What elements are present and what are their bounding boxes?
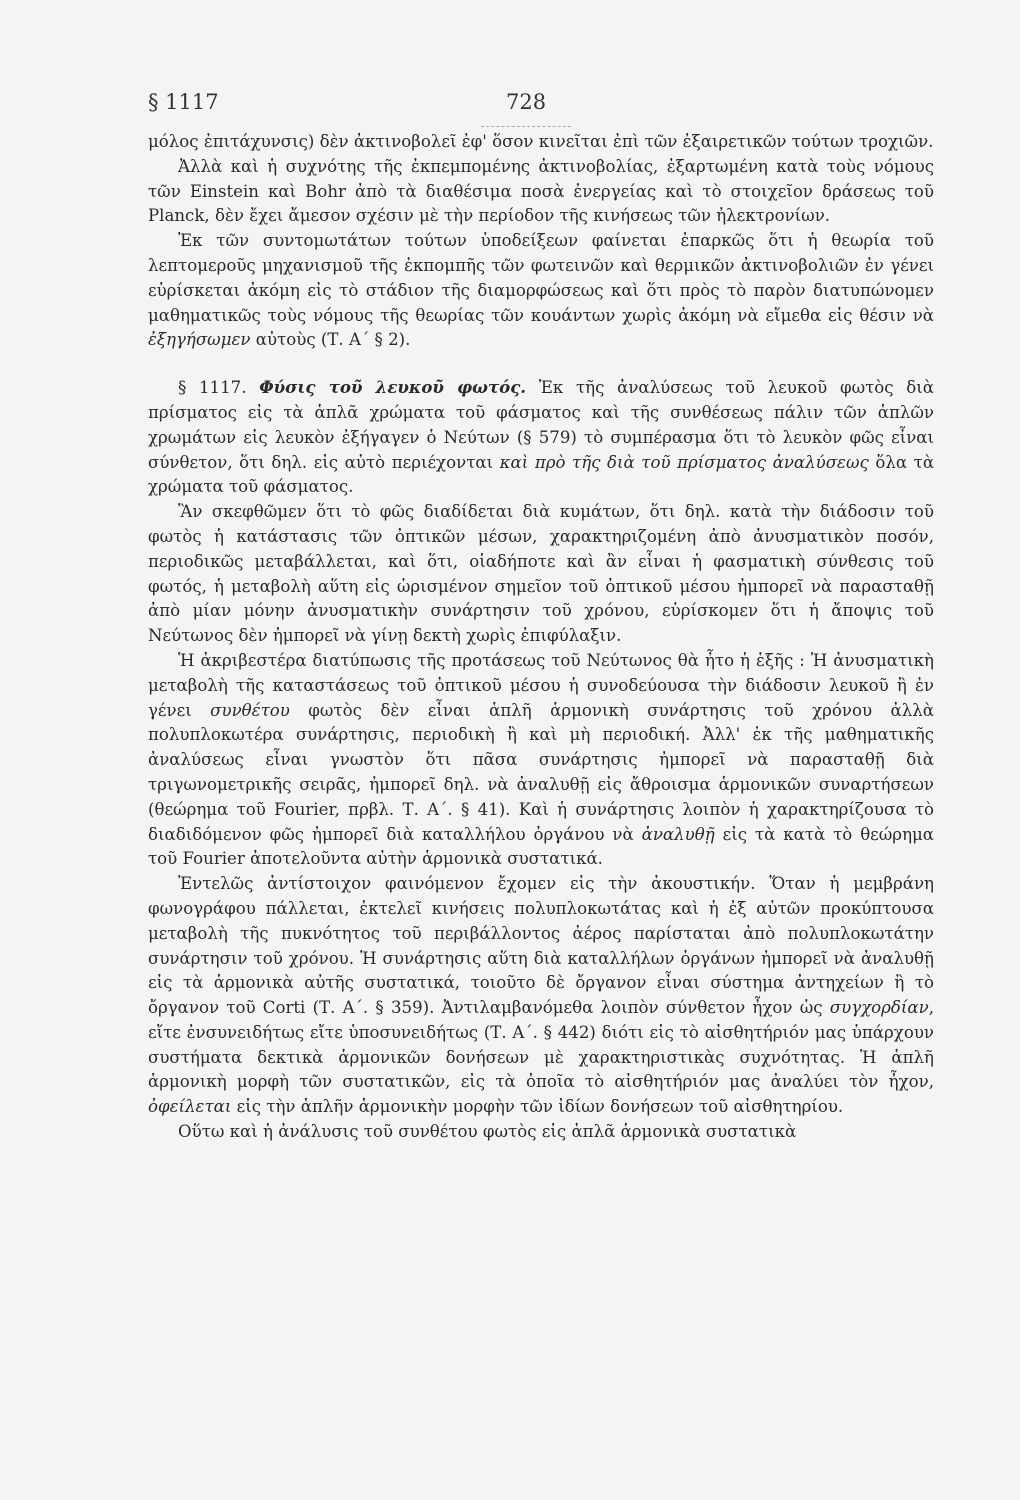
- paragraph-4-text-a: Ἐκ τῆς ἀναλύσεως τοῦ λευκοῦ φωτὸς διὰ πρίσματος εἰς τὰ ἁπλᾶ χρώματα τοῦ φάσματος καὶ τῆς συνθέσεως πάλιν τῶν ἁπλῶν χρωμάτων εἰς λευκὸν ἐξήγαγεν ὁ Νεύτων (§ 579) τὸ συμπέρασμα ὅτι τὸ λευκὸν φῶς εἶναι σύνθετον, ὅτι δηλ. εἰς αὐτὸ περιέχονται: [148, 378, 934, 472]
- paragraph-3-text-b: αὐτοὺς (Τ. Α΄ § 2).: [255, 330, 411, 350]
- paragraph-7-text-a: Ἐντελῶς ἀντίστοιχον φαινόμενον ἔχομεν εἰς τὴν ἀκουστικήν. Ὅταν ἡ μεμβράνη φωνογράφου πάλλεται, ἐκτελεῖ κινήσεις πολυπλοκωτάτας καὶ ἡ ἐξ αὐτῶν προκύπτουσα μεταβολὴ τῆς πυκνότητος τοῦ περιβάλλοντος ἀέρος παρίσταται ἀπὸ πολυπλοκωτάτην συνάρτησιν τοῦ χρόνου. Ἡ συνάρτησις αὕτη διὰ καταλλήλων ὀργάνων ἠμπορεῖ νὰ ἀναλυθῇ εἰς τὰ ἁρμονικὰ αὐτῆς συστατικά, τοιοῦτο δὲ ὄργανον εἶναι σύστημα ἀντηχείων ἢ τὸ ὄργανον τοῦ Corti (Τ. Α΄. § 359). Ἀντιλαμβανόμεθα λοιπὸν σύνθετον ἦχον ὡς: [148, 874, 934, 1018]
- paragraph-8: Οὕτω καὶ ἡ ἀνάλυσις τοῦ συνθέτου φωτὸς εἰς ἁπλᾶ ἁρμονικὰ συστατικὰ: [178, 1122, 797, 1142]
- paragraph-7-italic-1: συγχορδίαν: [829, 998, 929, 1018]
- paragraph-6-italic-1: συνθέτου: [210, 700, 290, 720]
- section-title: Φύσις τοῦ λευκοῦ φωτός.: [259, 377, 527, 398]
- paragraph-1: μόλος ἐπιτάχυνσις) δὲν ἀκτινοβολεῖ ἐφ' ὅσον κινεῖται ἐπὶ τῶν ἐξαιρετικῶν τούτων τροχιῶν.: [148, 132, 934, 151]
- paragraph-3-text-a: Ἐκ τῶν συντομωτάτων τούτων ὑποδείξεων φαίνεται ἐπαρκῶς ὅτι ἡ θεωρία τοῦ λεπτομεροῦς μηχανισμοῦ τῆς ἐκπομπῆς τῶν φωτεινῶν καὶ θερμικῶν ἀκτινοβολιῶν ἐν γένει εὑρίσκεται ἀκόμη εἰς τὸ στάδιον τῆς διαμορφώσεως καὶ ὅτι πρὸς τὸ παρὸν διατυπώνομεν μαθηματικῶς τοὺς νόμους τῆς θεωρίας τῶν κουάντων χωρὶς ἀκόμη νὰ εἴμεθα εἰς θέσιν νὰ: [148, 231, 934, 325]
- header-section-mark: § 1117: [148, 90, 219, 114]
- paragraph-6: [148, 649, 934, 872]
- paragraph-7-text-c: εἰς τὴν ἁπλῆν ἁρμονικὴν μορφὴν τῶν ἰδίων δονήσεων τοῦ αἰσθητηρίου.: [236, 1097, 844, 1117]
- paragraph-4-italic: καὶ πρὸ τῆς διὰ τοῦ πρίσματος ἀναλύσεως: [499, 452, 869, 472]
- paragraph-7-text-b: , εἴτε ἐνσυνειδήτως εἴτε ὑποσυνειδήτως (Τ. Α΄. § 442) διότι εἰς τὸ αἰσθητήριόν μας ὑπάρχουν συστήματα δεκτικὰ ἁρμονικῶν δονήσεων μὲ χαρακτηριστικὰς συχνότητας. Ἡ ἁπλῆ ἁρμονικὴ μορφὴ τῶν συστατικῶν, εἰς τὰ ὁποῖα τὸ αἰσθητήριόν μας ἀναλύει τὸν ἦχον,: [148, 998, 934, 1092]
- page-number: 728: [506, 90, 547, 114]
- paragraph-7: [148, 872, 934, 1120]
- section-1117-paragraph: [148, 375, 934, 500]
- paragraph-6-italic-2: ἀναλυθῇ: [641, 824, 715, 844]
- paragraph-3-italic: ἐξηγήσωμεν: [148, 330, 251, 350]
- paragraph-2: Ἀλλὰ καὶ ἡ συχνότης τῆς ἐκπεμπομένης ἀκτινοβολίας, ἐξαρτωμένη κατὰ τοὺς νόμους τῶν Einstein καὶ Bohr ἀπὸ τὰ διαθέσιμα ποσὰ ἐνεργείας καὶ τὸ στοιχεῖον δράσεως τοῦ Planck, δὲν ἔχει ἄμεσον σχέσιν μὲ τὴν περίοδον τῆς κινήσεως τῶν ἠλεκτρονίων.: [148, 156, 934, 226]
- page-body: [148, 130, 934, 1145]
- paragraph-3: [148, 229, 934, 353]
- paragraph-6-text-b: φωτὸς δὲν εἶναι ἁπλῆ ἁρμονικὴ συνάρτησις τοῦ χρόνου ἀλλὰ πολυπλοκωτέρα συνάρτησις, περιοδικὴ ἢ καὶ μὴ περιοδική. Ἀλλ' ἐκ τῆς μαθηματικῆς ἀναλύσεως εἶναι γνωστὸν ὅτι πᾶσα συνάρτησις ἠμπορεῖ νὰ παρασταθῇ διὰ τριγωνομετρικῆς σειρᾶς, ἠμπορεῖ δηλ. νὰ ἀναλυθῇ εἰς ἄθροισμα ἁρμονικῶν συναρτήσεων (θεώρημα τοῦ Fourier, πρβλ. Τ. Α΄. § 41). Καὶ ἡ συνάρτησις λοιπὸν ἡ χαρακτηρίζουσα τὸ διαδιδόμενον φῶς ἠμπορεῖ διὰ καταλλήλου ὀργάνου νὰ: [148, 700, 934, 844]
- paragraph-4-text-b: ὅλα τὰ χρώματα τοῦ φάσματος.: [148, 452, 935, 497]
- paragraph-6-text-c: εἰς τὰ κατὰ τὸ θεώρημα τοῦ Fourier ἀποτελοῦντα αὐτὴν ἁρμονικὰ συστατικά.: [148, 824, 934, 869]
- paragraph-5: Ἂν σκεφθῶμεν ὅτι τὸ φῶς διαδίδεται διὰ κυμάτων, ὅτι δηλ. κατὰ τὴν διάδοσιν τοῦ φωτὸς ἡ κατάστασις τῶν ὀπτικῶν μέσων, χαρακτηριζομένη ἀπὸ ἀνυσματικὸν ποσόν, περιοδικῶς μεταβάλλεται, καὶ ὅτι, οἱαδήποτε καὶ ἂν εἶναι ἡ φασματικὴ σύνθεσις τοῦ φωτός, ἡ μεταβολὴ αὕτη εἰς ὡρισμένον σημεῖον τοῦ ὀπτικοῦ μέσου ἠμπορεῖ νὰ παρασταθῇ ἀπὸ μίαν μόνην ἀνυσματικὴν συνάρτησιν τοῦ χρόνου, εὑρίσκομεν ὅτι ἡ ἄποψις τοῦ Νεύτωνος δὲν ἠμπορεῖ νὰ γίνῃ δεκτὴ χωρὶς ἐπιφύλαξιν.: [148, 502, 934, 646]
- page-number-rule: [481, 126, 571, 127]
- paragraph-7-italic-2: ὀφείλεται: [148, 1097, 232, 1117]
- page-header: [148, 90, 934, 130]
- paragraph-6-text-a: Ἡ ἀκριβεστέρα διατύπωσις τῆς προτάσεως τοῦ Νεύτωνος θὰ ἦτο ἡ ἑξῆς : Ἡ ἀνυσματικὴ μεταβολὴ τῆς καταστάσεως τοῦ ὀπτικοῦ μέσου ἡ συνοδεύουσα τὴν διάδοσιν λευκοῦ ἢ ἐν γένει: [148, 650, 934, 720]
- section-number: § 1117.: [178, 378, 247, 398]
- book-page: [148, 90, 934, 1145]
